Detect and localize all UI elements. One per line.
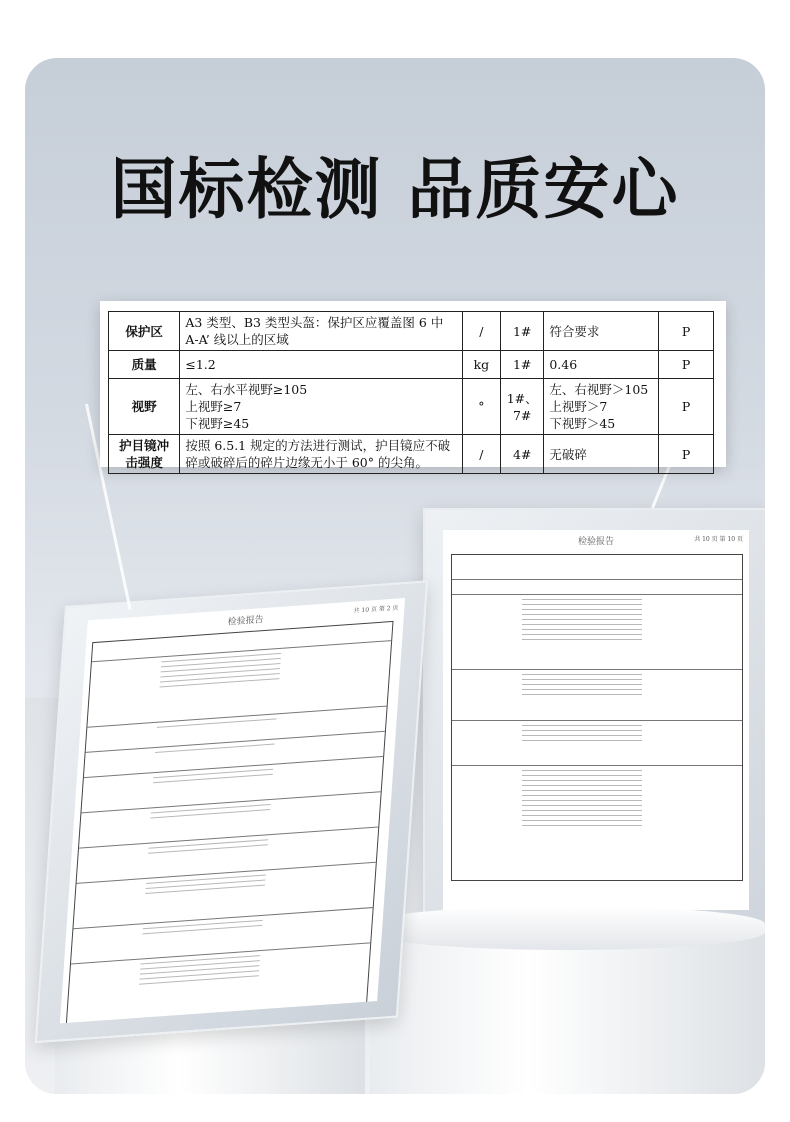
row-judgement: P: [659, 435, 714, 474]
report-page-number: 共 10 页 第 10 页: [694, 536, 743, 543]
row-judgement: P: [659, 312, 714, 351]
row-sample: 1#: [500, 312, 543, 351]
report-row: [452, 770, 742, 880]
report-document-left: [60, 598, 405, 1023]
row-requirement: A3 类型、B3 类型头盔：保护区应覆盖图 6 中 A-A’ 线以上的区域: [180, 312, 462, 351]
row-judgement: P: [659, 379, 714, 435]
row-unit: /: [462, 435, 500, 474]
row-requirement: ≤1.2: [180, 351, 462, 379]
row-sample: 4#: [500, 435, 543, 474]
row-sample: 1#、 7#: [500, 379, 543, 435]
callout-row: [109, 435, 714, 474]
product-card: [25, 58, 765, 1094]
report-row: [452, 555, 742, 580]
report-row: [452, 674, 742, 721]
callout-row: [109, 312, 714, 351]
callout-row: [109, 351, 714, 379]
report-row: [452, 580, 742, 595]
report-frame-right: [423, 508, 765, 932]
report-title: 检验报告: [577, 537, 614, 547]
report-table: [451, 554, 743, 881]
headline: 国标检测 品质安心: [110, 151, 680, 228]
row-result: 左、右视野＞105 上视野＞7 下视野＞45: [544, 379, 659, 435]
callout-table: [108, 311, 714, 474]
row-unit: kg: [462, 351, 500, 379]
report-frame-left: [35, 580, 428, 1043]
row-result: 0.46: [544, 351, 659, 379]
row-unit: °: [462, 379, 500, 435]
report-document-right: [443, 530, 749, 910]
right-pedestal: [370, 928, 765, 1094]
row-result: 无破碎: [544, 435, 659, 474]
row-result: 符合要求: [544, 312, 659, 351]
callout-row: [109, 379, 714, 435]
row-unit: /: [462, 312, 500, 351]
report-row: [452, 725, 742, 766]
row-sample: 1#: [500, 351, 543, 379]
row-requirement: 按照 6.5.1 规定的方法进行测试，护目镜应不破碎或破碎后的碎片边缘无小于 60° 的尖角。: [180, 435, 462, 474]
row-name: 质量: [109, 351, 180, 379]
right-pedestal-top: [370, 906, 765, 950]
report-page-number-left: 共 10 页 第 2 页: [353, 604, 399, 615]
report-row: [452, 599, 742, 670]
row-name: 保护区: [109, 312, 180, 351]
row-requirement: 左、右水平视野≥105 上视野≥7 下视野≥45: [180, 379, 462, 435]
zoom-callout: [100, 301, 726, 470]
report-title-left: 检验报告: [227, 615, 264, 628]
row-name: 视野: [109, 379, 180, 435]
report-table-left: [63, 621, 394, 1023]
row-judgement: P: [659, 351, 714, 379]
row-name: 护目镜冲击强度: [109, 435, 180, 474]
